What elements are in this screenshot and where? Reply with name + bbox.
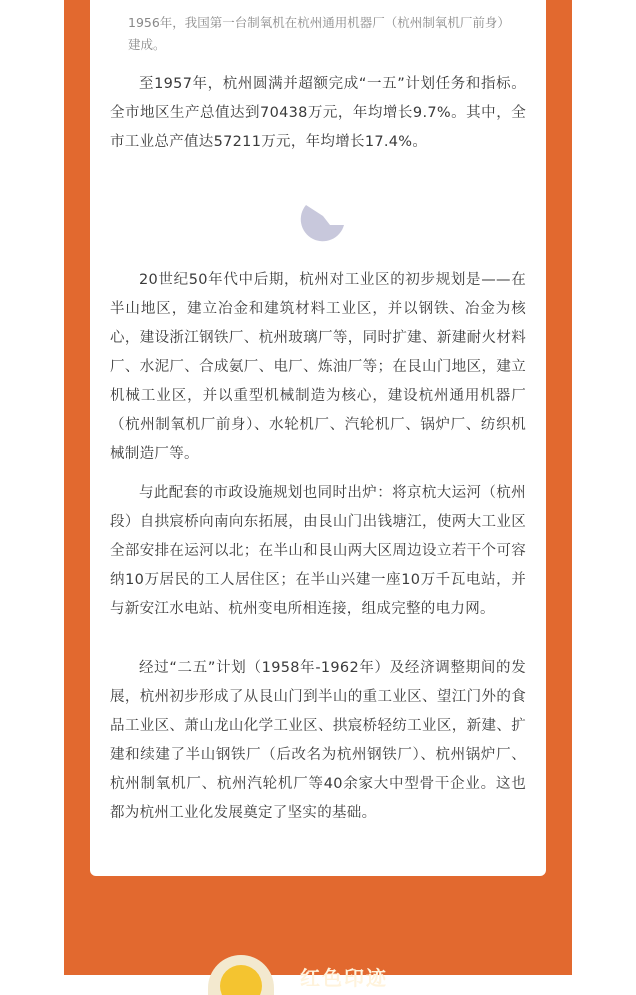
image-caption: 1956年，我国第一台制氧机在杭州通用机器厂（杭州制氧机厂前身）建成。 [128, 15, 504, 52]
paragraph-3: 与此配套的市政设施规划也同时出炉：将京杭大运河（杭州段）自拱宸桥向南向东拓展，由艮山门出钱塘江，使两大工业区全部安排在运河以北；在半山和艮山两大区周边设立若干个可容纳10万居民的工人居住区；在半山兴建一座10万千瓦电站，并与新安江水电站、杭州变电所相连接，组成完整的电力网。 [110, 485, 526, 617]
footer-title: 红色印迹 [300, 966, 388, 990]
badge-center [220, 965, 262, 995]
paragraph-2: 20世纪50年代中后期，杭州对工业区的初步规划是——在半山地区，建立冶金和建筑材料工业区，并以钢铁、冶金为核心，建设浙江钢铁厂、杭州玻璃厂等，同时扩建、新建耐火材料厂、水泥厂、合成氨厂、电厂、炼油厂等；在艮山门地区，建立机械工业区，并以重型机械制造为核心，建设杭州通用机器厂（杭州制氧机厂前身）、水轮机厂、汽轮机厂、锅炉厂、纺织机械制造厂等。 [110, 272, 526, 462]
wrench-icon [292, 203, 346, 249]
paragraph-1: 至1957年，杭州圆满并超额完成“一五”计划任务和指标。全市地区生产总值达到70438万元，年均增长9.7%。其中，全市工业总产值达57211万元，年均增长17.4%。 [110, 76, 526, 150]
paragraph-4: 经过“二五”计划（1958年-1962年）及经济调整期间的发展，杭州初步形成了从艮山门到半山的重工业区、望江门外的食品工业区、萧山龙山化学工业区、拱宸桥轻纺工业区，新建、扩建和续建了半山钢铁厂（后改名为杭州钢铁厂）、杭州锅炉厂、杭州制氧机厂、杭州汽轮机厂等40余家大中型骨干企业。这也都为杭州工业化发展奠定了坚实的基础。 [110, 660, 526, 821]
